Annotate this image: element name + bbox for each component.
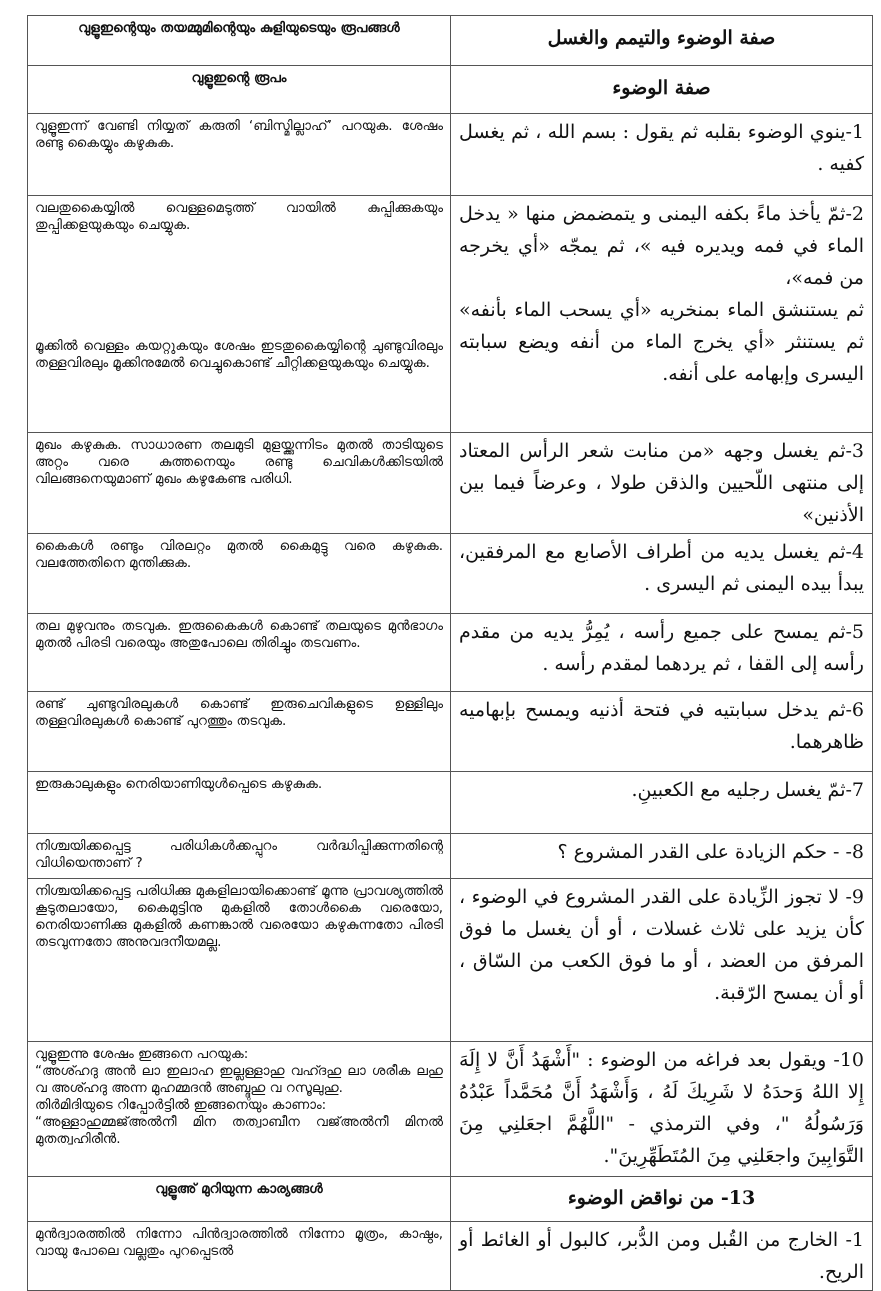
malayalam-cell: തല മുഴുവനും തടവുക. ഇരുകൈകൾ കൊണ്ട് തലയുടെ മുൻഭാഗം മുതൽ പിരടി വരെയും അതുപോലെ തിരിച്ചും തടവണം. [28,614,451,692]
table-row [28,834,873,879]
subtitle-malayalam: വുളൂഇന്റെ രൂപം [28,66,451,114]
title-arabic: صفة الوضوء والتيمم والغسل [451,16,873,66]
table-row [28,692,873,772]
malayalam-cell: രണ്ട് ചുണ്ടുവിരലുകൾ കൊണ്ട് ഇരുചെവികളുടെ ഉള്ളിലും തള്ളവിരലുകൾ കൊണ്ട് പുറത്തും തടവുക. [28,692,451,772]
title-malayalam: വുളൂഇന്റെയും തയമ്മുമിന്റെയും കുളിയുടെയും രൂപങ്ങൾ [28,16,451,66]
arabic-cell: 9- لا تجوز الزِّيادة على القدر المشروع في الوضوء ، كأن يزيد على ثلاث غسلات ، أو أن يغسل ما فوق المرفق من العضد ، أو ما فوق الكعب من السّاق ، أو أن يمسح الرّقبة. [451,879,873,1042]
table-row [28,1042,873,1177]
malayalam-text: വുളൂഇന്നു ശേഷം ഇങ്ങനെ പറയുക: [35,1046,249,1062]
section-title-malayalam: വുളൂഅ് മുറിയുന്ന കാര്യങ്ങൾ [28,1177,451,1222]
section-title-arabic: 13- من نواقض الوضوء [451,1177,873,1222]
table-row [28,879,873,1042]
malayalam-cell: മുഖം കഴുകുക. സാധാരണ തലമുടി മുളയ്ക്കുന്നിടം മുതൽ താടിയുടെ അറ്റം വരെ കുത്തനെയും രണ്ടു ചെവികൾക്കിടയിൽ വിലങ്ങനെയുമാണ് മുഖം കഴുകേണ്ട പരിധി. [28,433,451,534]
malayalam-cell: കൈകൾ രണ്ടും വിരലറ്റം മുതൽ കൈമുട്ടു വരെ കഴുകുക. വലത്തേതിനെ മുന്തിക്കുക. [28,534,451,614]
malayalam-text: വലതുകൈയ്യിൽ വെള്ളമെടുത്ത് വായിൽ കുപ്പിക്കുകയും തുപ്പിക്കളയുകയും ചെയ്യുക. [35,200,443,233]
arabic-cell: 5-ثم يمسح على جميع رأسه ، يُمِرُّ يديه من مقدم رأسه إلى القفا ، ثم يردهما لمقدم رأسه . [451,614,873,692]
wudu-translation-table [27,15,873,1291]
arabic-cell: 3-ثم يغسل وجهه «من منابت شعر الرأس المعتاد إلى منتهى اللّحيين والذقن طولا ، وعرضاً فيما بين الأذنين» [451,433,873,534]
arabic-cell [451,196,873,433]
malayalam-cell: നിശ്ചയിക്കപ്പെട്ട പരിധിക്കു മുകളിലായിക്കൊണ്ട് മൂന്നു പ്രാവശ്യത്തിൽ കൂടുതലായോ, കൈമുട്ടിനു മുകളിൽ തോൾകൈ വരെയോ, നെരിയാണിക്കു മുകളിൽ കണങ്കാൽ വരെയോ കഴുകുന്നതോ പിരടി തടവുന്നതോ അനുവദനീയമല്ല. [28,879,451,1042]
arabic-cell: 4-ثم يغسل يديه من أطراف الأصابع مع المرفقين، يبدأ بيده اليمنى ثم اليسرى . [451,534,873,614]
malayalam-cell [28,1042,451,1177]
dua-transliteration: “അശ്ഹദു അൻ ലാ ഇലാഹ ഇല്ലള്ളാഹു വഹ്ദഹു ലാ ശരീക ലഹു വ അശ്ഹദു അന്ന മുഹമ്മദൻ അബ്ദുഹു വ റസൂലുഹു. [35,1063,443,1096]
table-row [28,614,873,692]
malayalam-cell: ഇരുകാലുകളും നെരിയാണിയുൾപ്പെടെ കഴുകുക. [28,772,451,834]
arabic-cell: 1-ينوي الوضوء بقلبه ثم يقول : بسم الله ، ثم يغسل كفيه . [451,114,873,196]
malayalam-cell: മുൻദ്വാരത്തിൽ നിന്നോ പിൻദ്വാരത്തിൽ നിന്നോ മൂത്രം, കാഷ്ഠം, വായു പോലെ വല്ലതും പുറപ്പെടൽ [28,1222,451,1291]
malayalam-text: തിർമിദിയുടെ റിപ്പോർട്ടിൽ ഇങ്ങനെയും കാണാം: [35,1097,327,1113]
table-row [28,772,873,834]
arabic-cell: 10- ويقول بعد فراغه من الوضوء : "أَشْهَدُ أَنَّ لا إِلَهَ إِلا اللهُ وَحدَهُ لا شَرِيكَ لَهُ ، وَأَشْهَدُ أَنَّ مُحَمَّداً عَبْدُهُ وَرَسُولُهُ "، وفي الترمذي - "اللَّهُمَّ اجعَلنِي مِنَ التَّوَابِينَ واجعَلنِي مِنَ المُتَطَهِّرِينَ". [451,1042,873,1177]
arabic-cell: 6-ثم يدخل سبابتيه في فتحة أذنيه ويمسح بإبهاميه ظاهرهما. [451,692,873,772]
malayalam-cell: വുളൂഇന്ന് വേണ്ടി നിയ്യത് കരുതി ‘ബിസ്മില്ലാഹ്’ പറയുക. ശേഷം രണ്ടു കൈയ്യും കഴുകുക. [28,114,451,196]
table-row [28,534,873,614]
title-row [28,16,873,66]
arabic-text: ثم يستنشق الماء بمنخريه «أي يسحب الماء بأنفه» ثم يستنثر «أي يخرج الماء من أنفه ويضع سبابته اليسرى وإبهامه على أنفه. [459,299,864,385]
table-row [28,1222,873,1291]
table-row [28,196,873,433]
section-header-row [28,1177,873,1222]
subtitle-row [28,66,873,114]
malayalam-cell: നിശ്ചയിക്കപ്പെട്ട പരിധികൾക്കപ്പുറം വർദ്ധിപ്പിക്കുന്നതിന്റെ വിധിയെന്താണ് ? [28,834,451,879]
arabic-cell: 1- الخارج من القُبل ومن الدُّبر، كالبول أو الغائط أو الريح. [451,1222,873,1291]
arabic-text: 2-ثمّ يأخذ ماءً بكفه اليمنى و يتمضمض منها « يدخل الماء في فمه ويديره فيه »، ثم يمجّه «أي يخرجه من فمه»، [459,203,864,289]
dua-transliteration: “അള്ളാഹുമ്മജ്അൽനീ മിന തത്വാബീന വജ്അൽനീ മിനൽ മുതത്വഹിരീൻ. [35,1114,443,1147]
arabic-cell: 8- - حكم الزيادة على القدر المشروع ؟ [451,834,873,879]
table-row [28,433,873,534]
table-row [28,114,873,196]
subtitle-arabic: صفة الوضوء [451,66,873,114]
arabic-cell: 7-ثمّ يغسل رجليه مع الكعبينِ. [451,772,873,834]
malayalam-text: മൂക്കിൽ വെള്ളം കയറ്റുകയും ശേഷം ഇടതുകൈയ്യിന്റെ ചുണ്ടുവിരലും തള്ളവിരലും മൂക്കിനുമേൽ വെച്ചുകൊണ്ട് ചീറ്റിക്കളയുകയും ചെയ്യുക. [35,338,443,371]
malayalam-cell [28,196,451,433]
